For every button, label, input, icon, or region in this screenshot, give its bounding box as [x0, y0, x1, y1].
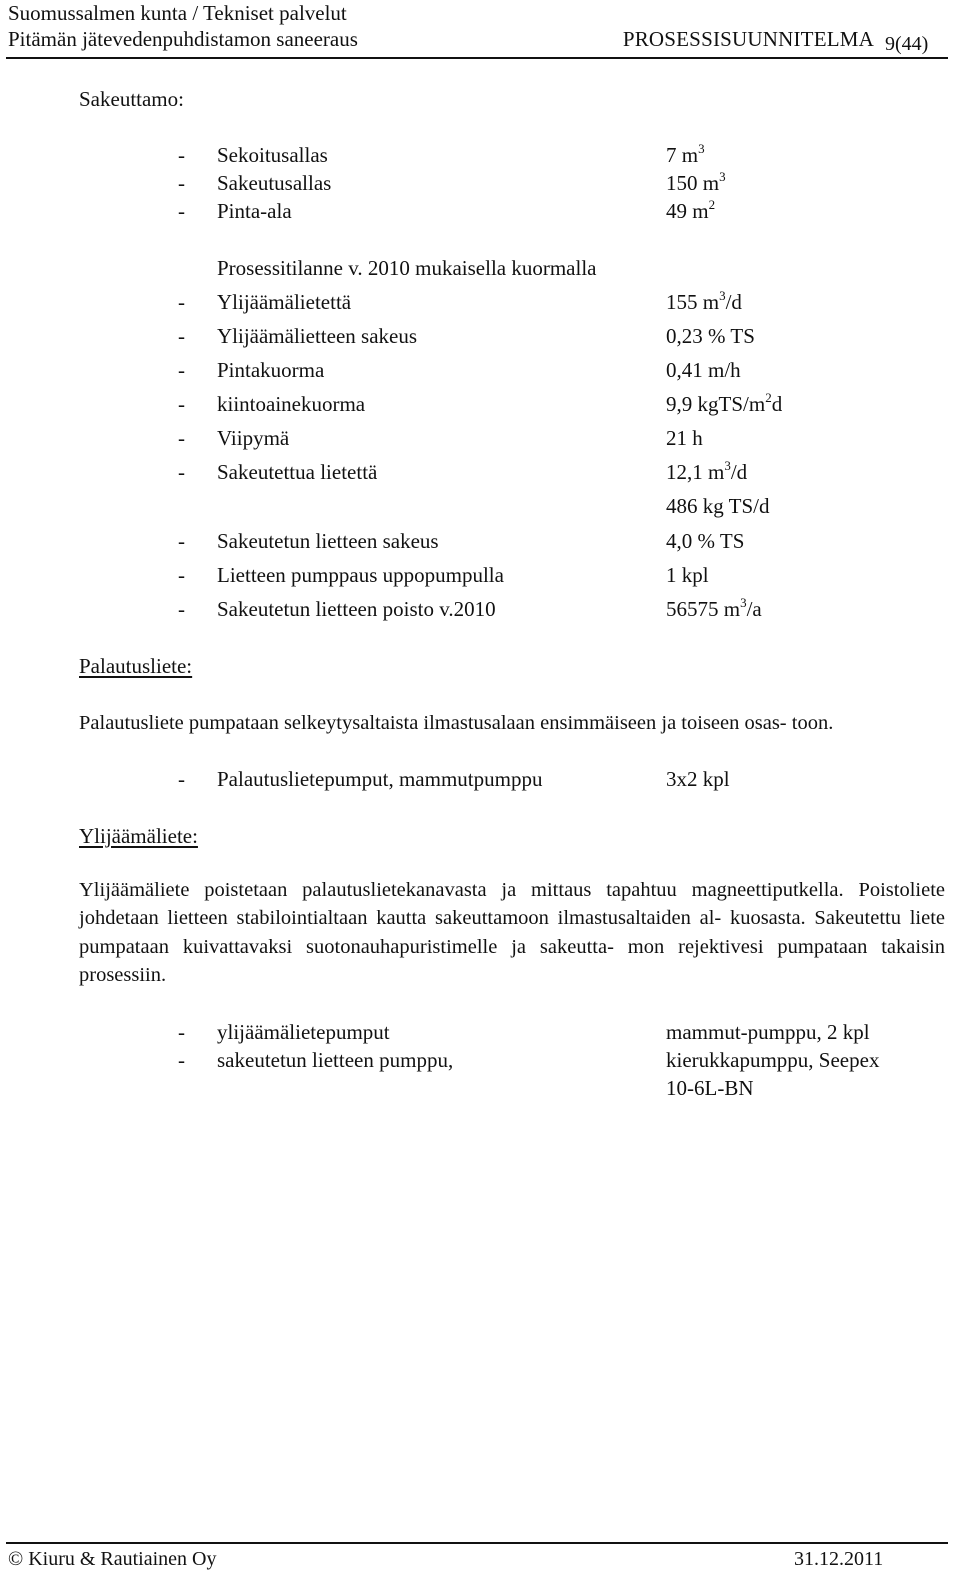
list-bullet: - [178, 199, 185, 223]
header-project-title: Pitämän jätevedenpuhdistamon saneeraus [8, 27, 358, 51]
list-item-value: 56575 $m^3/a$ [666, 595, 762, 621]
list-item-label: Palautuslietepumput, mammutpumppu [217, 767, 543, 791]
list-item-value: 0,23 % TS [666, 324, 755, 348]
list-item-label: kiintoainekuorma [217, 392, 366, 416]
list-bullet: - [178, 460, 185, 484]
list-item-label: Sakeutetun lietteen sakeus [217, 529, 439, 553]
list-item-value: 486 kg TS/d [666, 494, 770, 518]
footer-copyright: © Kiuru & Rautiainen Oy [8, 1548, 217, 1570]
list-bullet: - [178, 171, 185, 195]
list-item-label: Ylijäämälietteen sakeus [217, 324, 418, 348]
list-item-value: 1 kpl [666, 563, 709, 587]
list-item-value: 12,1 $m^3/d$ [666, 458, 748, 484]
list-item-value: 4,0 % TS [666, 529, 745, 553]
header-divider [6, 57, 948, 59]
palautusliete-paragraph: Palautusliete pumpataan selkeytysaltaista ilmastusalaan ensimmäiseen ja toiseen osas- toon. [79, 712, 834, 734]
list-item-label: Pintakuorma [217, 358, 325, 382]
list-item-label: Sakeutusallas [217, 171, 332, 195]
section-heading-ylijaamaliete: Ylijäämäliete: [79, 824, 198, 848]
list-bullet: - [178, 290, 185, 314]
list-item-label: Viipymä [217, 426, 290, 450]
list-item-value: 9,9 kgTS/$m^2d$ [666, 390, 783, 416]
list-item-label: ylijäämälietepumput [217, 1020, 390, 1044]
list-bullet: - [178, 392, 185, 416]
list-item-label: sakeutetun lietteen pumppu, [217, 1048, 454, 1072]
list-item-label: Sekoitusallas [217, 143, 328, 167]
list-item-value: 150 $m^3$ [666, 169, 726, 195]
list-item-value: 10-6L-BN [666, 1076, 754, 1100]
list-bullet: - [178, 143, 185, 167]
list-item-value: 3x2 kpl [666, 767, 730, 791]
footer-divider [6, 1542, 948, 1544]
list-item-label: Sakeutetun lietteen poisto v.2010 [217, 597, 496, 621]
list-bullet: - [178, 529, 185, 553]
header-document-type: PROSESSISUUNNITELMA [622, 27, 874, 51]
list-bullet: - [178, 324, 185, 348]
list-item-value: 7 $m^3$ [666, 141, 705, 167]
list-bullet: - [178, 563, 185, 587]
list-item-value: 0,41 m/h [666, 358, 741, 382]
section-heading-palautusliete: Palautusliete: [79, 654, 193, 678]
section-heading-sakeuttamo: Sakeuttamo: [79, 87, 184, 111]
list-bullet: - [178, 1048, 185, 1072]
list-bullet: - [178, 767, 185, 791]
list-item-value: 21 h [666, 426, 703, 450]
list-bullet: - [178, 597, 185, 621]
footer-date: 31.12.2011 [794, 1548, 884, 1570]
list-item-label: Sakeutettua lietettä [217, 460, 378, 484]
list-item-value: 49 $m^2$ [666, 197, 716, 223]
process-subheading: Prosessitilanne v. 2010 mukaisella kuormalla [217, 256, 597, 280]
header-page-number: 9(44) [885, 33, 929, 55]
header-organization: Suomussalmen kunta / Tekniset palvelut [8, 1, 347, 25]
list-bullet: - [178, 1020, 185, 1044]
list-item-value: kierukkapumppu, Seepex [666, 1048, 880, 1072]
list-item-label: Pinta-ala [217, 199, 292, 223]
list-item-label: Lietteen pumppaus uppopumpulla [217, 563, 504, 587]
list-bullet: - [178, 358, 185, 382]
list-bullet: - [178, 426, 185, 450]
list-item-value: 155 $m^3/d$ [666, 288, 742, 314]
list-item-value: mammut-pumppu, 2 kpl [666, 1020, 870, 1044]
list-item-label: Ylijäämälietettä [217, 290, 352, 314]
ylijaamaliete-paragraph: Ylijäämäliete poistetaan palautuslietekanavasta ja mittaus tapahtuu magneettiputkella. Poistoliete johdetaan lietteen stabilointialtaan kautta sakeuttamoon ilmastusaltaiden al- kuosasta. Sakeutettu liete pumpataan kuivattavaksi suotonauhapuristimelle ja sakeutta- mon rejektivesi pumpataan takaisin prosessiin. [79, 879, 945, 986]
